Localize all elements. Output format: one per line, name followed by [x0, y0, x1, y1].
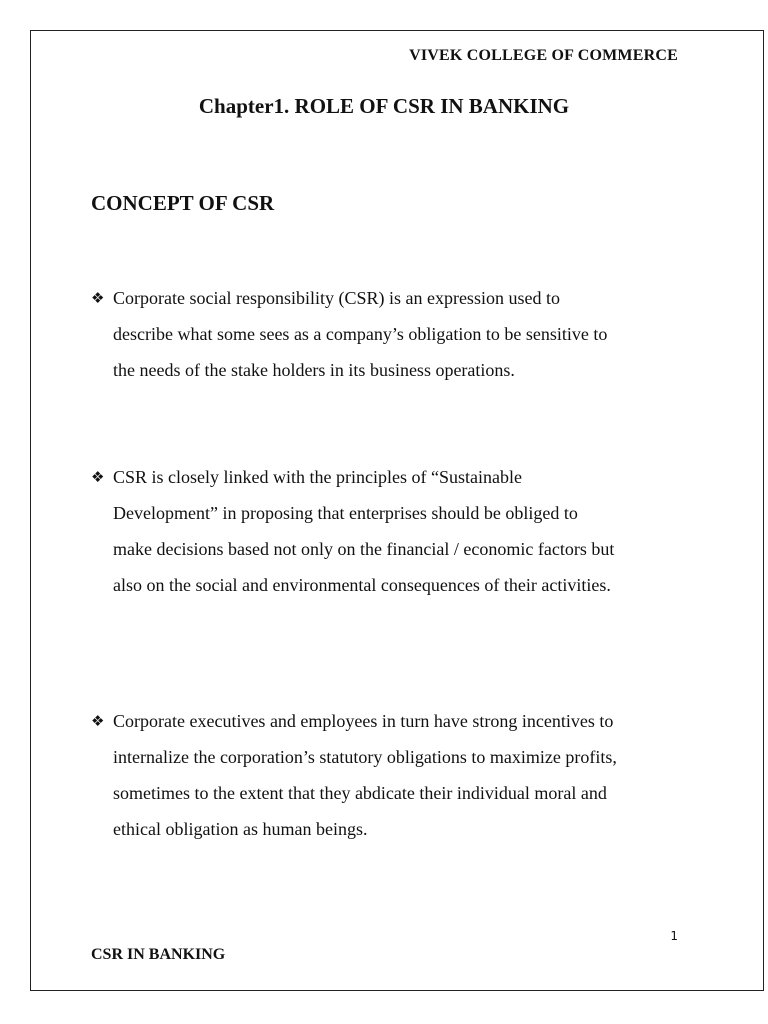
bullet-item-3: [91, 703, 691, 847]
bullet-line: [91, 703, 691, 739]
bullet-item-1: [91, 280, 691, 388]
bullet-line: make decisions based not only on the financial / economic factors but: [113, 539, 615, 559]
bullet-line: [91, 459, 691, 495]
bullet-text: Corporate social responsibility (CSR) is an expression used to: [113, 288, 560, 308]
bullet-line: sometimes to the extent that they abdicate their individual moral and: [113, 783, 607, 803]
bullet-line: internalize the corporation’s statutory obligations to maximize profits,: [113, 747, 617, 767]
bullet-line: also on the social and environmental consequences of their activities.: [113, 575, 611, 595]
page-number: 1: [670, 929, 678, 943]
header-college-name: VIVEK COLLEGE OF COMMERCE: [409, 47, 678, 64]
bullet-text: Corporate executives and employees in turn have strong incentives to: [113, 711, 614, 731]
bullet-text: CSR is closely linked with the principles of “Sustainable: [113, 467, 522, 487]
bullet-line: Development” in proposing that enterprises should be obliged to: [113, 503, 578, 523]
bullet-line: describe what some sees as a company’s obligation to be sensitive to: [113, 324, 608, 344]
chapter-title: Chapter1. ROLE OF CSR IN BANKING: [198, 94, 570, 118]
bullet-line: the needs of the stake holders in its business operations.: [113, 360, 515, 380]
bullet-line: [91, 280, 691, 316]
diamond-bullet-icon: ❖: [91, 712, 105, 730]
diamond-bullet-icon: ❖: [91, 468, 105, 486]
section-heading: CONCEPT OF CSR: [91, 191, 275, 215]
footer-title: CSR IN BANKING: [91, 946, 226, 963]
bullet-line: ethical obligation as human beings.: [113, 819, 368, 839]
diamond-bullet-icon: ❖: [91, 289, 105, 307]
bullet-item-2: [91, 459, 691, 603]
